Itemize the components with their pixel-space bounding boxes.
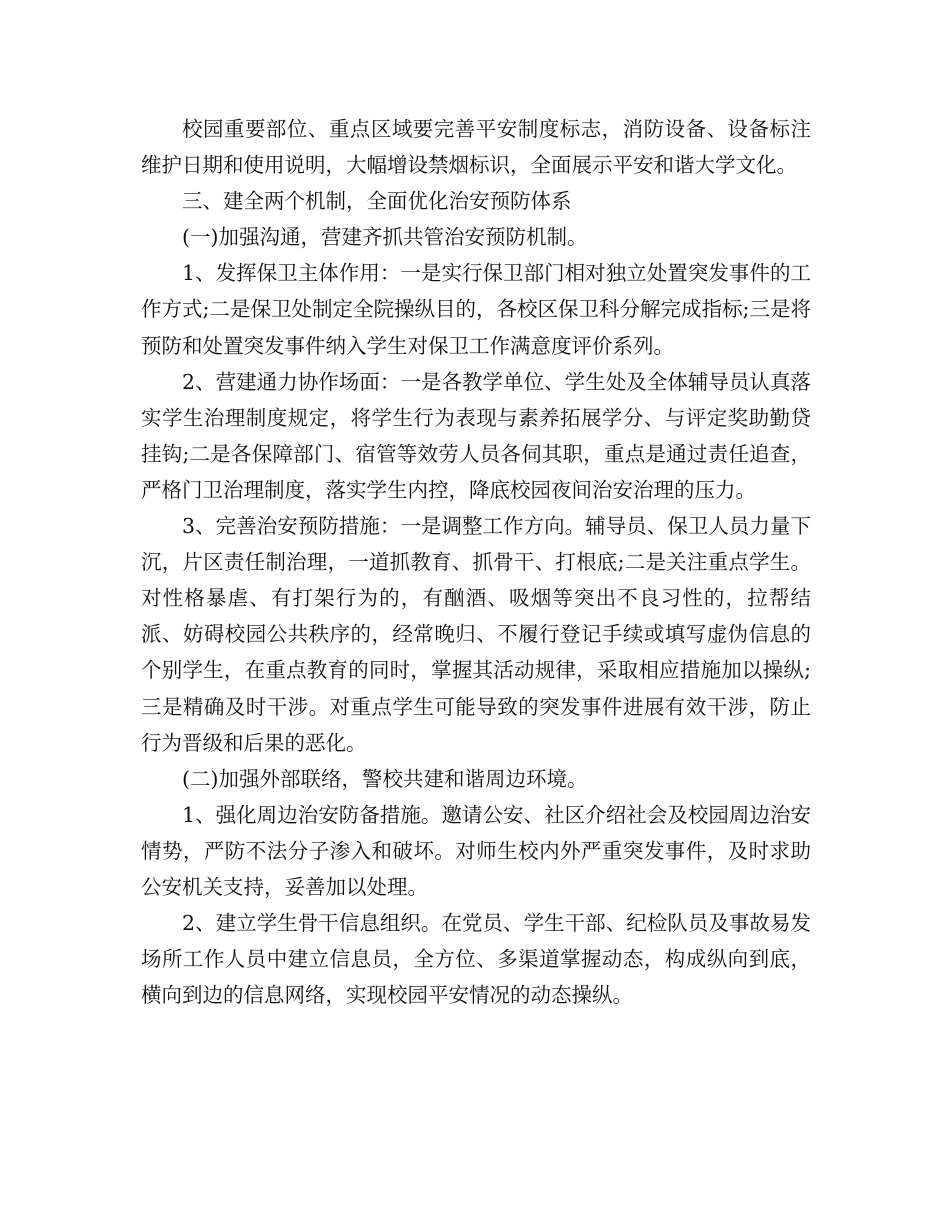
paragraph-information-network: 2、建立学生骨干信息组织。在党员、学生干部、纪检队员及事故易发场所工作人员中建立信息员，全方位、多渠道掌握动态，构成纵向到底，横向到边的信息网络，实现校园平安情况的动态操纵。 [141, 911, 811, 1008]
paragraph-security-role: 1、发挥保卫主体作用：一是实行保卫部门相对独立处置突发事件的工作方式;二是保卫处制定全院操纵目的，各校区保卫科分解完成指标;三是将预防和处置突发事件纳入学生对保卫工作满意度评价系列。 [141, 261, 811, 358]
paragraph-surrounding-security: 1、强化周边治安防备措施。邀请公安、社区介绍社会及校园周边治安情势，严防不法分子渗入和破坏。对师生校内外严重突发事件，及时求助公安机关支持，妥善加以处理。 [141, 802, 811, 899]
paragraph-cooperation: 2、营建通力协作场面：一是各教学单位、学生处及全体辅导员认真落实学生治理制度规定，将学生行为表现与素养拓展学分、与评定奖助勤贷挂钩;二是各保障部门、宿管等效劳人员各伺其职，重点是通过责任追查，严格门卫治理制度，落实学生内控，降底校园夜间治安治理的压力。 [141, 369, 811, 502]
subsection-heading-one: (一)加强沟通，营建齐抓共管治安预防机制。 [182, 225, 588, 250]
subsection-heading-two: (二)加强外部联络，警校共建和谐周边环境。 [182, 766, 588, 791]
document-body [141, 111, 811, 1013]
section-heading-three: 三、建全两个机制，全面优化治安预防体系 [182, 189, 572, 214]
paragraph-safety-signage: 校园重要部位、重点区域要完善平安制度标志，消防设备、设备标注维护日期和使用说明，大幅增设禁烟标识，全面展示平安和谐大学文化。 [141, 117, 811, 178]
paragraph-prevention-measures: 3、完善治安预防措施：一是调整工作方向。辅导员、保卫人员力量下沉，片区责任制治理，一道抓教育、抓骨干、打根底;二是关注重点学生。对性格暴虐、有打架行为的，有酗酒、吸烟等突出不良习性的，拉帮结派、妨碍校园公共秩序的，经常晚归、不履行登记手续或填写虚伪信息的个别学生，在重点教育的同时，掌握其活动规律，采取相应措施加以操纵;三是精确及时干涉。对重点学生可能导致的突发事件进展有效干涉，防止行为晋级和后果的恶化。 [141, 514, 811, 755]
